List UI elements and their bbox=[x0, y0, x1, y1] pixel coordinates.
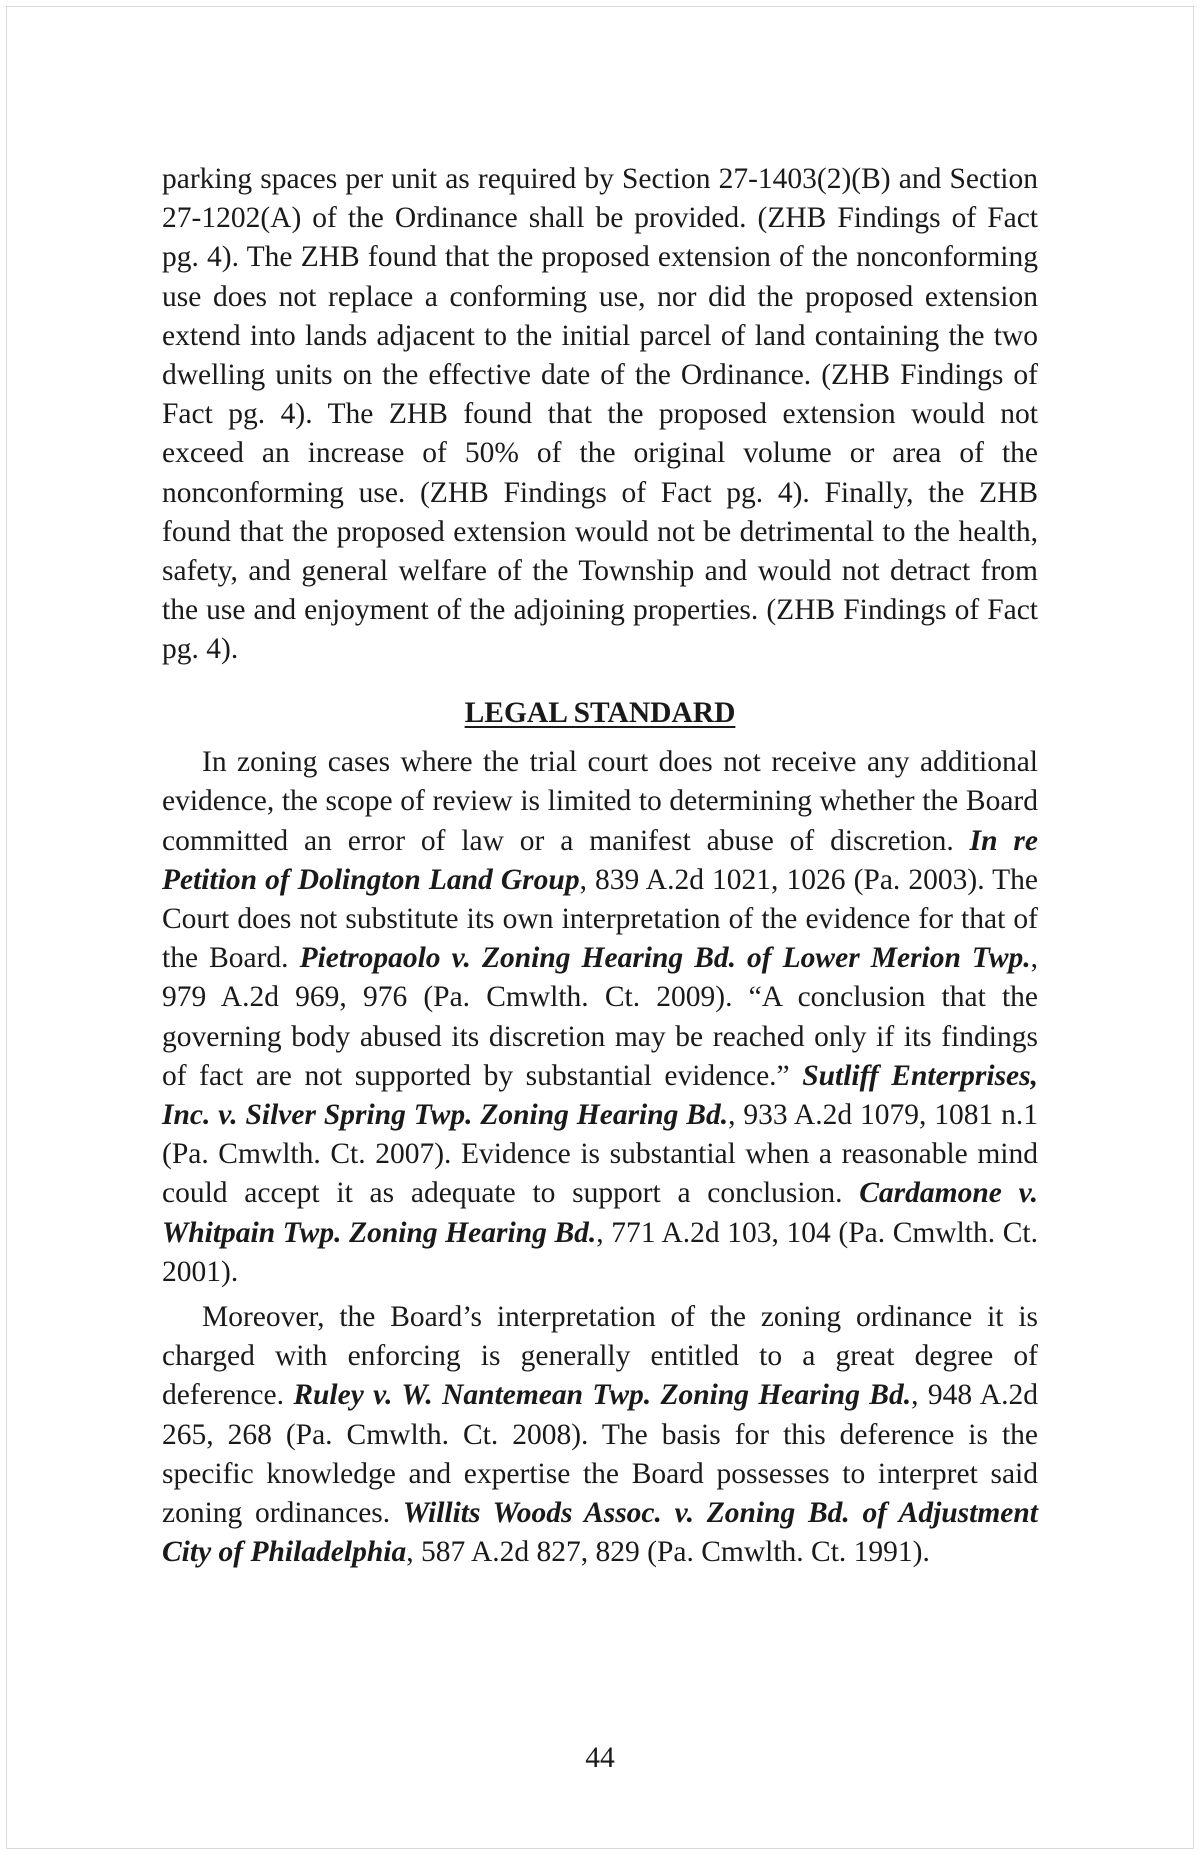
section-heading-legal-standard: LEGAL STANDARD bbox=[464, 697, 736, 729]
legal-standard-paragraph-2 bbox=[162, 1298, 1038, 1572]
paragraph-text: , 771 A.2d 103, 104 (Pa. Cmwlth. Ct. 2001). bbox=[162, 1216, 1038, 1288]
case-citation: Willits Woods Assoc. v. Zoning Bd. of Adjustment City of Philadelphia bbox=[162, 1497, 1038, 1569]
legal-standard-paragraph-1 bbox=[162, 743, 1038, 1292]
findings-text-block bbox=[162, 160, 1038, 670]
paragraph-text: Moreover, the Board’s interpretation of the zoning ordinance it is charged with enforcing is generally entitled to a great degree of deference. bbox=[162, 1301, 1038, 1412]
paragraph-text: , 948 A.2d 265, 268 (Pa. Cmwlth. Ct. 2008). The basis for this deference is the specific knowledge and expertise the Board possesses to interpret said zoning ordinances. bbox=[162, 1379, 1038, 1530]
paragraph-text: , 979 A.2d 969, 976 (Pa. Cmwlth. Ct. 2009). “A conclusion that the governing body abused its discretion may be reached only if its findings of fact are not supported by substantial evidence.” bbox=[162, 942, 1039, 1092]
paragraph-text: parking spaces per unit as required by Section 27-1403(2)(B) and Section 27-1202(A) of the Ordinance shall be provided. (ZHB Findings of Fact pg. 4). The ZHB found that the proposed extension of the nonconforming use does not replace a conforming use, nor did the proposed extension extend into lands adjacent to the initial parcel of land containing the two dwelling units on the effective date of the Ordinance. (ZHB Findings of Fact pg. 4). The ZHB found that the proposed extension would not exceed an increase of 50% of the original volume or area of the nonconforming use. (ZHB Findings of Fact pg. 4). Finally, the ZHB found that the proposed extension would not be detrimental to the health, safety, and general welfare of the Township and would not detract from the use and enjoyment of the adjoining properties. (ZHB Findings of Fact pg. 4). bbox=[162, 163, 1038, 666]
case-citation: In re Petition of Dolington Land Group bbox=[162, 824, 1038, 896]
case-citation: Sutliff Enterprises, Inc. v. Silver Spring Twp. Zoning Hearing Bd. bbox=[162, 1059, 1038, 1132]
case-citation: Ruley v. W. Nantemean Twp. Zoning Hearing Bd. bbox=[293, 1379, 912, 1412]
paragraph-text: , 933 A.2d 1079, 1081 n.1 (Pa. Cmwlth. Ct. 2007). Evidence is substantial when a reasonable mind could accept it as adequate to support a conclusion. bbox=[162, 1099, 1038, 1210]
paragraph-text: , 587 A.2d 827, 829 (Pa. Cmwlth. Ct. 1991). bbox=[406, 1536, 930, 1569]
paragraph-text: , 839 A.2d 1021, 1026 (Pa. 2003). The Court does not substitute its own interpretation of the evidence for that of the Board. bbox=[162, 863, 1039, 975]
paragraph-text: In zoning cases where the trial court does not receive any additional evidence, the scope of review is limited to determining whether the Board committed an error of law or a manifest abuse of discretion. bbox=[162, 746, 1038, 857]
case-citation: Pietropaolo v. Zoning Hearing Bd. of Lower Merion Twp. bbox=[299, 942, 1031, 975]
case-citation: Cardamone v. Whitpain Twp. Zoning Hearing Bd. bbox=[162, 1177, 1038, 1249]
legal-standard-section bbox=[162, 694, 1038, 1572]
page-number: 44 bbox=[585, 1742, 615, 1774]
findings-paragraph bbox=[162, 160, 1038, 670]
